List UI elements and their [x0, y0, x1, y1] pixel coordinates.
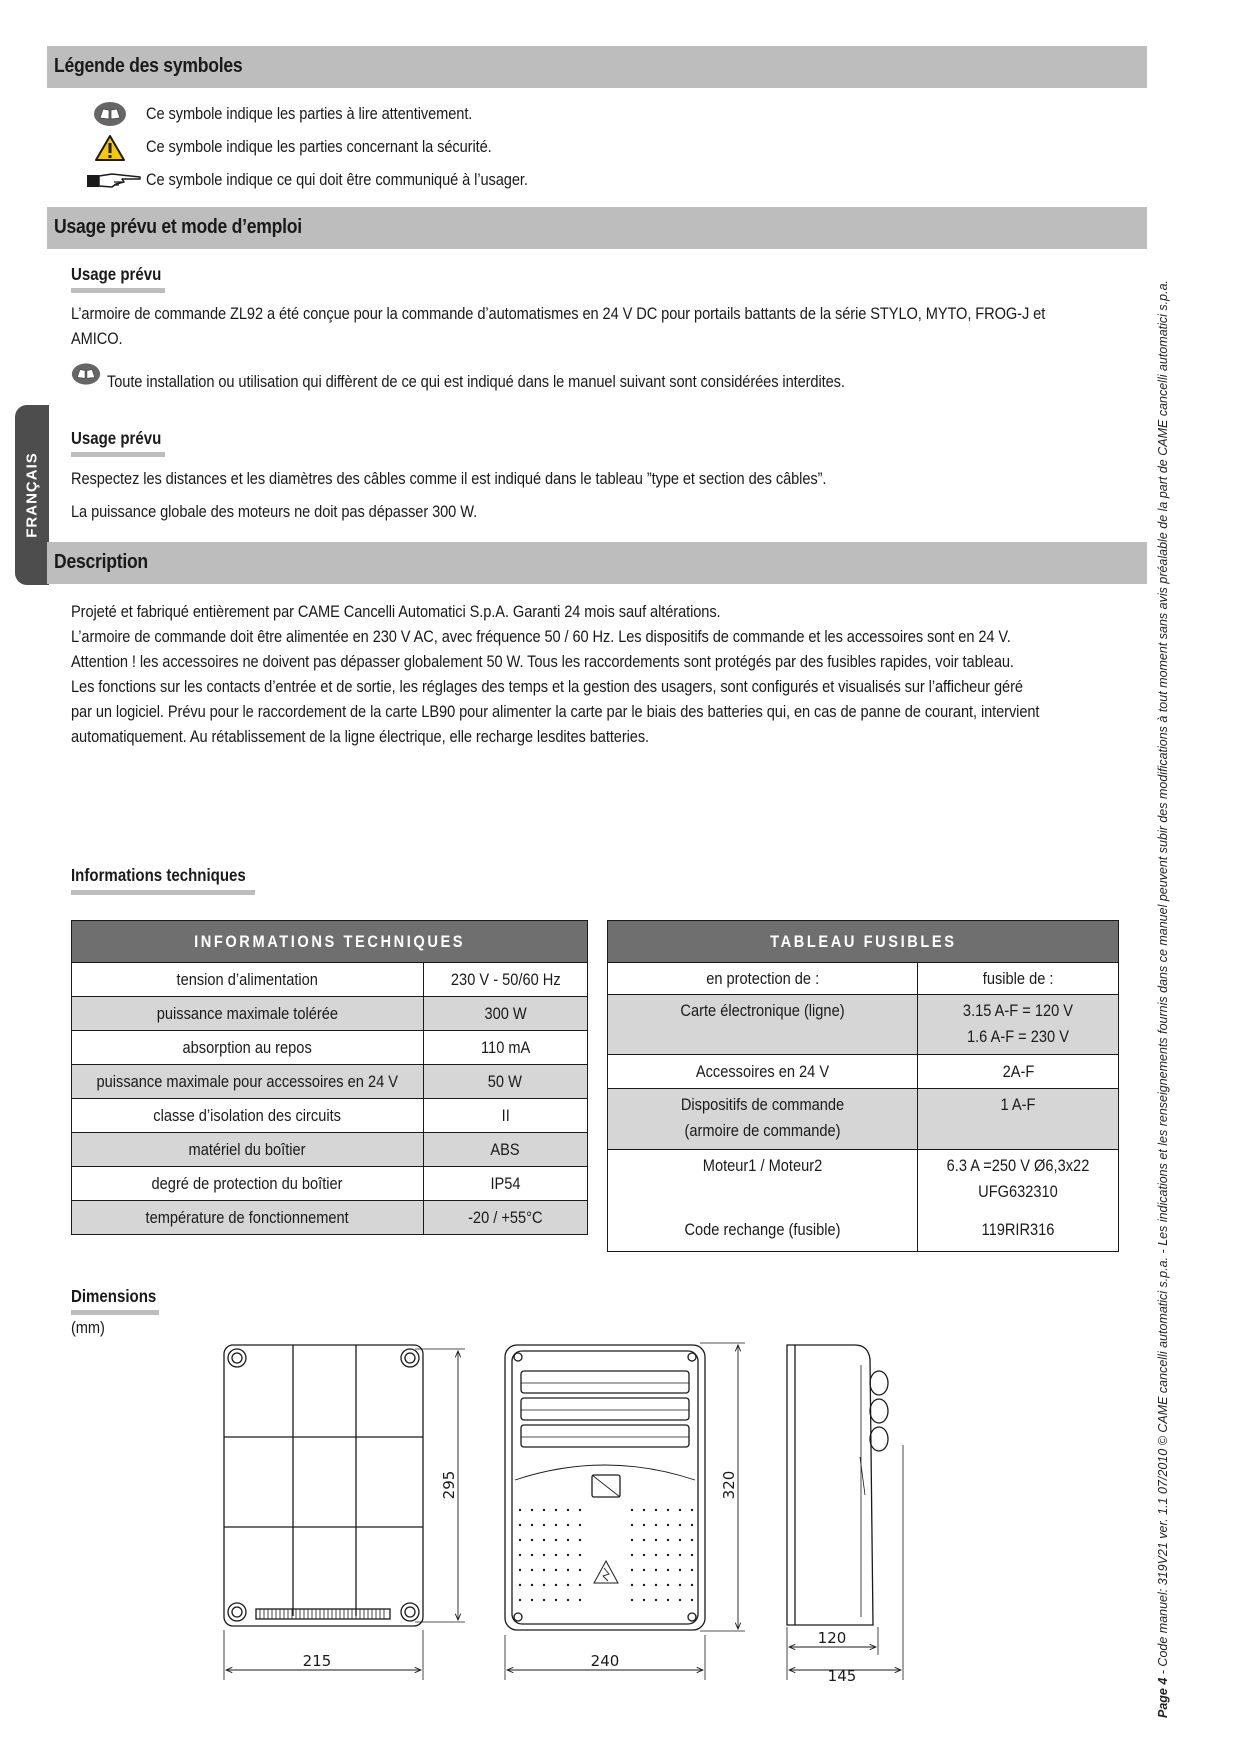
fuses-table — [607, 920, 1119, 1252]
language-tab: FRANÇAIS — [15, 405, 49, 585]
description-line: Projeté et fabriqué entièrement par CAME Cancelli Automatici S.p.A. Garanti 24 mois sauf altérations. — [71, 602, 721, 621]
description-line: automatiquement. Au rétablissement de la ligne électrique, elle recharge lesdites batteries. — [71, 727, 650, 746]
subheading-underline — [71, 890, 255, 895]
description-line: par un logiciel. Prévu pour le raccordement de la carte LB90 pour alimenter la carte par le biais des batteries qui, en cas de panne de courant, intervient — [71, 702, 1040, 721]
fuses-table-title: TABLEAU FUSIBLES — [608, 921, 1119, 963]
table-row: Dispositifs de commande (armoire de commande) 1 A-F — [608, 1089, 1119, 1150]
table-row: classe d’isolation des circuits II — [72, 1099, 588, 1133]
dimension-label-120: 120 — [817, 1629, 847, 1647]
usage-paragraph-line1: L’armoire de commande ZL92 a été conçue pour la commande d’automatismes en 24 V DC pour portails battants de la série STYLO, MYTO, FROG-J et — [71, 304, 1046, 323]
side-note: Page 4 - Code manuel: 319V21 ver. 1.1 07/2010 © CAME cancelli automatici s.p.a. - Les indications et les renseignements fournis dans ce manuel peuvent subir des modifications à tout moment sans avis préalable de la part de CAME cancelli automatici s.p.a. — [1156, 280, 1170, 1718]
description-line: Les fonctions sur les contacts d’entrée et de sortie, les réglages des temps et la gestion des usagers, sont configurés et visualisés sur l’afficheur géré — [71, 677, 1023, 696]
dimension-label-240: 240 — [590, 1652, 620, 1670]
enclosure-dimensions-drawing — [200, 1325, 930, 1685]
dimension-label-145: 145 — [827, 1667, 857, 1685]
hand-icon — [86, 170, 142, 190]
section-header-description: Description — [47, 542, 1147, 584]
legend-text-safety: Ce symbole indique les parties concernant la sécurité. — [146, 137, 492, 156]
book-icon — [71, 362, 101, 386]
tech-table — [71, 920, 588, 1235]
warning-icon — [94, 134, 126, 162]
tech-table-title: INFORMATIONS TECHNIQUES — [72, 921, 588, 963]
subheading-dimensions: Dimensions — [71, 1286, 157, 1306]
subheading-underline — [71, 1310, 159, 1315]
legend-text-user: Ce symbole indique ce qui doit être communiqué à l’usager. — [146, 170, 528, 189]
table-row: tension d’alimentation 230 V - 50/60 Hz — [72, 963, 588, 997]
subheading-underline — [71, 452, 165, 457]
usage-paragraph-3: La puissance globale des moteurs ne doit pas dépasser 300 W. — [71, 502, 478, 521]
section-header-usage: Usage prévu et mode d’emploi — [47, 207, 1147, 249]
table-row: puissance maximale tolérée 300 W — [72, 997, 588, 1031]
usage-paragraph-2: Respectez les distances et les diamètres des câbles comme il est indiqué dans le tableau ”type et section des câbles”. — [71, 469, 827, 488]
table-row: degré de protection du boîtier IP54 — [72, 1167, 588, 1201]
table-row: matériel du boîtier ABS — [72, 1133, 588, 1167]
dimension-label-295: 295 — [440, 1470, 458, 1500]
usage-note: Toute installation ou utilisation qui diffèrent de ce qui est indiqué dans le manuel suivant sont considérées interdites. — [107, 372, 845, 391]
usage-paragraph-line2: AMICO. — [71, 329, 123, 348]
subheading-underline — [71, 288, 165, 293]
table-row: Moteur1 / Moteur2 Code rechange (fusible) 6.3 A =250 V Ø6,3x22 UFG632310 119RIR316 — [608, 1150, 1119, 1252]
dimensions-unit: (mm) — [71, 1318, 105, 1337]
section-header-legende: Légende des symboles — [47, 46, 1147, 88]
table-row: en protection de : fusible de : — [608, 963, 1119, 995]
description-line: Attention ! les accessoires ne doivent pas dépasser globalement 50 W. Tous les raccordements sont protégés par des fusibles rapides, voir tableau. — [71, 652, 1014, 671]
subheading-usage-1: Usage prévu — [71, 264, 162, 284]
book-icon — [93, 101, 127, 127]
dimension-label-215: 215 — [302, 1652, 332, 1670]
table-row: absorption au repos 110 mA — [72, 1031, 588, 1065]
subheading-tech: Informations techniques — [71, 865, 246, 885]
dimension-label-320: 320 — [720, 1470, 738, 1500]
table-row: Carte électronique (ligne) 3.15 A-F = 120 V 1.6 A-F = 230 V — [608, 995, 1119, 1055]
legend-text-read: Ce symbole indique les parties à lire attentivement. — [146, 104, 473, 123]
subheading-usage-2: Usage prévu — [71, 428, 162, 448]
table-row: température de fonctionnement -20 / +55°C — [72, 1201, 588, 1235]
table-row: Accessoires en 24 V 2A-F — [608, 1055, 1119, 1089]
table-row: puissance maximale pour accessoires en 24 V 50 W — [72, 1065, 588, 1099]
description-line: L’armoire de commande doit être alimentée en 230 V AC, avec fréquence 50 / 60 Hz. Les dispositifs de commande et les accessoires sont en 24 V. — [71, 627, 1011, 646]
